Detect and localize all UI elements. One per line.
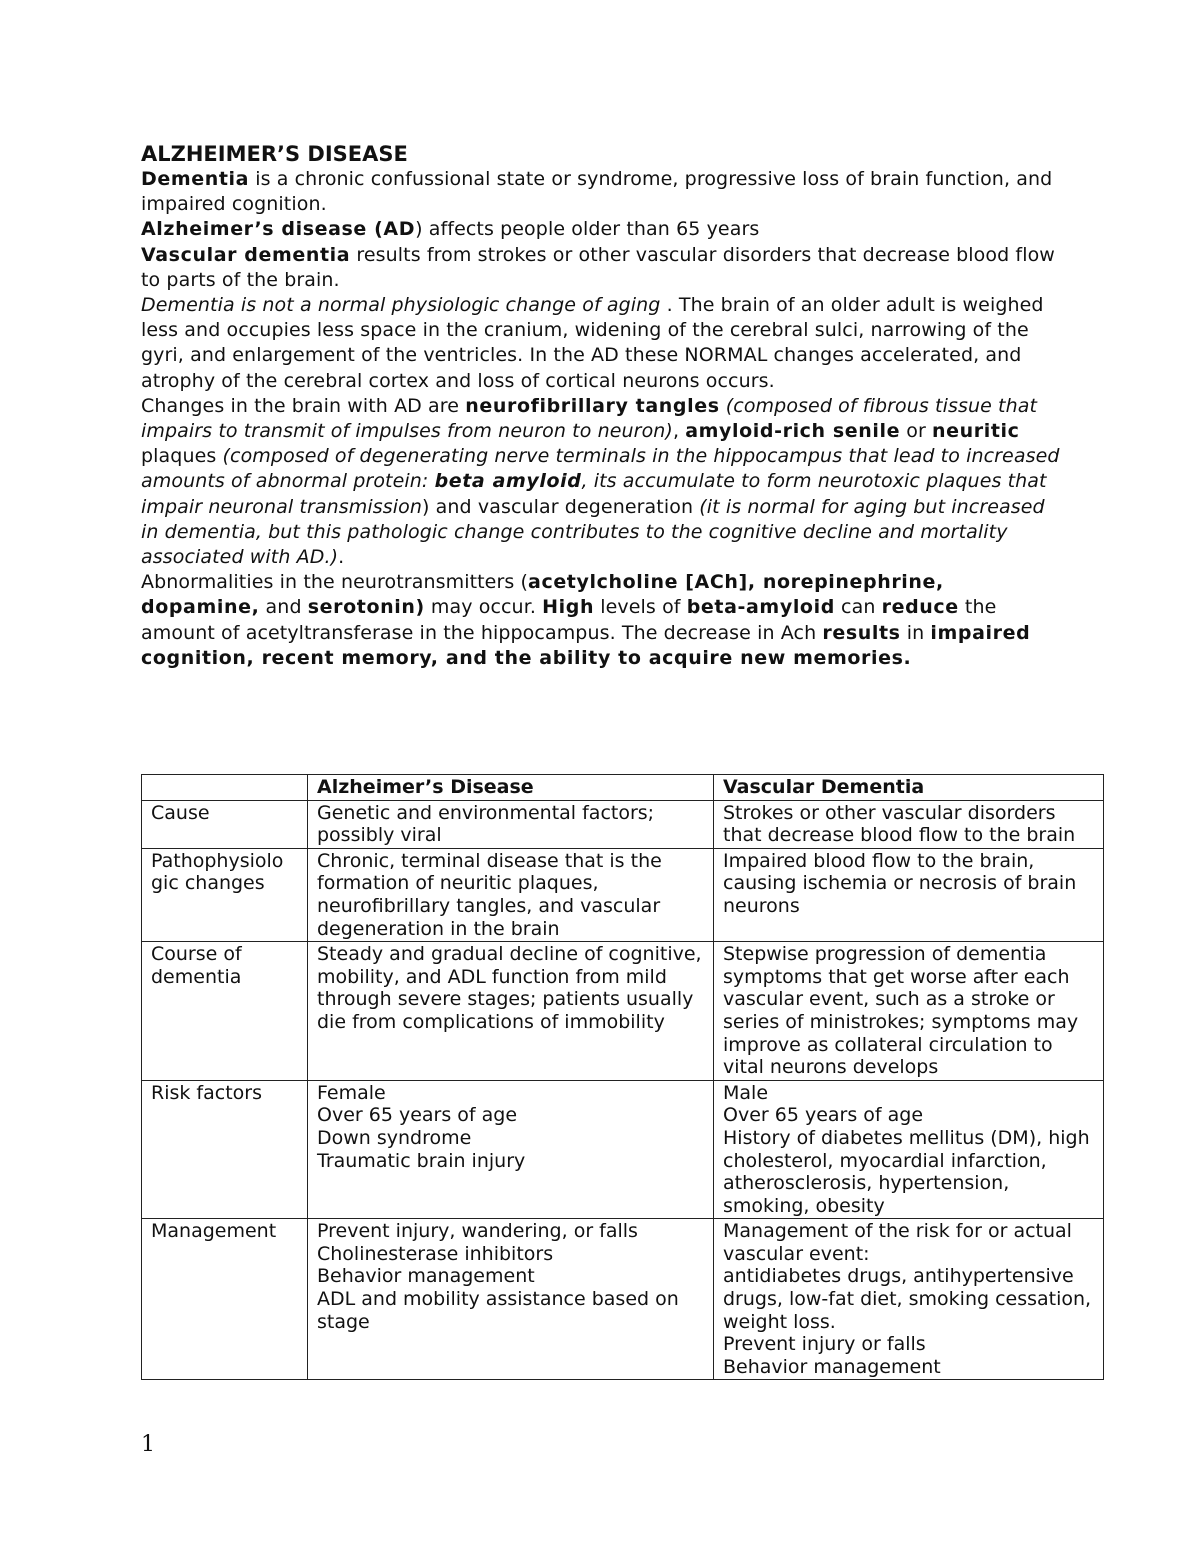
cell-line: antidiabetes drugs, antihypertensive drugs, low-fat diet, smoking cessation, weight loss.	[723, 1265, 1092, 1333]
header-cell-vascular: Vascular Dementia	[714, 775, 1104, 801]
cell-line: Female	[317, 1081, 386, 1104]
cell-line: Strokes or other vascular disorders that decrease blood flow to the brain	[723, 801, 1076, 847]
table-row	[142, 1219, 1104, 1380]
table-row	[142, 800, 1104, 848]
aging-statement: Dementia is not a normal physiologic change of aging	[141, 294, 661, 317]
cell-vascular	[714, 800, 1104, 848]
term-beta-amyloid: beta amyloid	[434, 470, 582, 493]
cell-alzheimers	[308, 1219, 714, 1380]
cell-line: Chronic, terminal disease that is the formation of neuritic plaques, neurofibrillary tangles, and vascular degeneration in the brain	[317, 849, 662, 940]
text-span: and	[259, 596, 308, 619]
cell-line: Behavior management	[317, 1265, 535, 1288]
italic-span: (it is normal for aging but increased in dementia, but this pathologic change contributes to the cognitive decline and mortality associated with AD.)	[141, 495, 1045, 569]
cell-line: Steady and gradual decline of cognitive, mobility, and ADL function from mild through severe stages; patients usually die from complications of immobility	[317, 943, 702, 1033]
term-neurofibrillary-tangles: neurofibrillary tangles	[465, 394, 720, 417]
term-amyloid-rich-senile: amyloid-rich senile	[685, 420, 901, 443]
cell-vascular	[714, 1080, 1104, 1219]
text-span: ,	[672, 420, 686, 443]
term-neuritic: neuritic	[932, 420, 1020, 443]
italic-span: (composed of degenerating nerve terminals in the hippocampus that lead to increased amounts of abnormal protein:	[141, 445, 1060, 493]
text-span: may occur.	[424, 596, 543, 619]
paragraph-brain-changes	[141, 394, 1061, 570]
row-label: Risk factors	[142, 1080, 308, 1219]
row-label: Management	[142, 1219, 308, 1380]
term-impaired-cognition: impaired cognition, recent memory, and the ability to acquire new memories.	[141, 621, 1031, 669]
definition-alzheimers: ) affects people older than 65 years	[415, 218, 760, 241]
page-content	[141, 141, 1061, 671]
text-span: or	[900, 420, 933, 443]
definition-dementia: is a chronic confussional state or syndrome, progressive loss of brain function, and impaired cognition.	[141, 168, 1053, 216]
paragraph-alzheimers	[141, 217, 1061, 242]
term-high: High	[542, 596, 595, 619]
cell-line: Management of the risk for or actual vascular event:	[723, 1220, 1072, 1265]
header-cell-alzheimers: Alzheimer’s Disease	[308, 775, 714, 801]
table-header-row	[142, 775, 1104, 801]
header-cell-empty	[142, 775, 308, 801]
term-alzheimers: Alzheimer’s disease (AD	[141, 218, 416, 241]
paragraph-neurotransmitters	[141, 570, 1061, 671]
text-span: .	[338, 546, 345, 569]
cell-line: Cholinesterase inhibitors	[317, 1242, 554, 1265]
text-span: Abnormalities in the neurotransmitters (	[141, 571, 529, 594]
cell-line: Traumatic brain injury	[317, 1149, 526, 1172]
cell-line: Impaired blood flow to the brain, causing ischemia or necrosis of brain neurons	[723, 849, 1077, 917]
paragraph-dementia	[141, 167, 1061, 217]
cell-line: Prevent injury, wandering, or falls	[317, 1220, 638, 1243]
cell-line: Stepwise progression of dementia symptoms that get worse after each vascular event, such as a stroke or series of ministrokes; symptoms may improve as collateral circulation to vital neurons develops	[723, 943, 1079, 1079]
document-title: ALZHEIMER’S DISEASE	[141, 142, 408, 166]
cell-alzheimers	[308, 800, 714, 848]
text-span: plaques	[141, 445, 223, 468]
cell-line: ADL and mobility assistance based on stage	[317, 1288, 679, 1333]
text-span: Changes in the brain with AD are	[141, 394, 466, 417]
cell-line: Behavior management	[723, 1355, 941, 1378]
table-row	[142, 1080, 1104, 1219]
table-row	[142, 942, 1104, 1081]
term-vascular-dementia: Vascular dementia	[141, 243, 351, 266]
comparison-table	[141, 774, 1104, 1380]
italic-span: (composed of fibrous tissue that impairs to transmit of impulses from neuron to neuron)	[141, 394, 1038, 443]
cell-vascular	[714, 1219, 1104, 1380]
cell-line: Down syndrome	[317, 1126, 472, 1149]
row-label: Course of dementia	[142, 942, 308, 1081]
term-neurotransmitters: acetylcholine [ACh], norepinephrine, dopamine,	[141, 571, 944, 619]
row-label: Pathophysiolo gic changes	[142, 848, 308, 941]
cell-line: Genetic and environmental factors; possibly viral	[317, 801, 655, 847]
text-span: can	[834, 596, 882, 619]
cell-line: Prevent injury or falls	[723, 1333, 926, 1356]
term-dementia: Dementia	[141, 168, 250, 190]
text-span: ) and vascular degeneration	[422, 495, 700, 518]
cell-line: Over 65 years of age	[723, 1104, 924, 1127]
text-span: levels of	[594, 596, 687, 619]
cell-line: History of diabetes mellitus (DM), high cholesterol, myocardial infarction, atherosclerosis, hypertension, smoking, obesity	[723, 1126, 1090, 1217]
page-number: 1	[141, 1432, 155, 1457]
term-beta-amyloid: beta-amyloid	[686, 596, 835, 619]
italic-span: , its accumulate to form neurotoxic plaques that impair neuronal transmission	[141, 470, 1047, 518]
row-label: Cause	[142, 800, 308, 848]
aging-description: . The brain of an older adult is weighed less and occupies less space in the cranium, widening of the cerebral sulci, narrowing of the gyri, and enlargement of the ventricles. In the AD these NORMAL changes accelerated, and atrophy of the cerebral cortex and loss of cortical neurons occurs.	[141, 294, 1044, 392]
text-span: in	[900, 621, 931, 644]
term-reduce: reduce	[881, 596, 959, 619]
cell-vascular	[714, 942, 1104, 1081]
cell-line: Over 65 years of age	[317, 1104, 518, 1127]
cell-alzheimers	[308, 942, 714, 1081]
term-serotonin: serotonin)	[307, 596, 425, 619]
text-span: the amount of acetyltransferase in the hippocampus. The decrease in Ach	[141, 596, 997, 644]
paragraph-aging	[141, 293, 1061, 394]
term-results: results	[822, 621, 901, 644]
cell-alzheimers	[308, 848, 714, 941]
paragraph-vascular-dementia	[141, 243, 1061, 293]
table-row	[142, 848, 1104, 941]
definition-vascular-dementia: results from strokes or other vascular disorders that decrease blood flow to parts of the brain.	[141, 243, 1055, 291]
cell-alzheimers	[308, 1080, 714, 1219]
cell-vascular	[714, 848, 1104, 941]
cell-line: Male	[723, 1081, 769, 1104]
